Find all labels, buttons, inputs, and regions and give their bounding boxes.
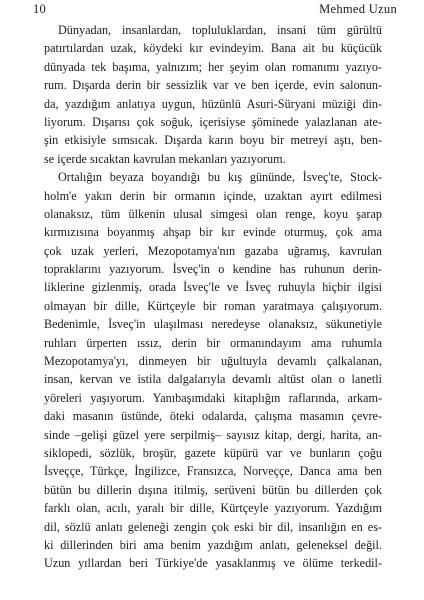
text-line: rum. Dışarda derin bir sessizlik var ve ben içerde, evin salonun- (44, 78, 382, 93)
text-line: şin etkisiyle sımsıcak. Dışarda karın boyu bir metreyi aştı, ben- (44, 133, 382, 148)
paragraph-1 (44, 21, 382, 168)
text-line: olanaksız, tüm ülkenin ulusal simgesi olan renge, koyu şarap (44, 206, 382, 221)
text-line: Dünyadan, insanlardan, topluluklardan, insani tüm gürültü (58, 23, 382, 37)
text-line: yöreleri yaşıyorum. Yanıbaşımdaki kitaplığın raflarında, arkam- (44, 390, 382, 405)
text-line: dil, sözlü anlatı geleneği zengin çok eski bir dil, insanlığın en es- (44, 519, 382, 534)
text-line: liklerine gizlenmiş, orada İsveç'le ve İsveç ruhuyla hiçbir ilgisi (44, 280, 382, 295)
text-line: sinde –gelişi güzel yere serpilmiş– sayısız kitap, dergi, harita, an- (44, 427, 382, 442)
text-line: siklopedi, sözlük, broşür, gazete küpürü var ve bunların çoğu (44, 445, 382, 460)
running-head-author: Mehmed Uzun (319, 2, 397, 16)
text-line: se içerde sıcaktan kavrulan mekanları yazıyorum. (44, 151, 286, 166)
page-number: 10 (33, 2, 46, 16)
text-line: daki masanın üstünde, öteki odalarda, çalışma masamın çevre- (44, 409, 382, 424)
text-line: Mezopotamya'yı, dinmeyen bir uğultuyla devamlı çalkalanan, (44, 354, 382, 369)
text-line: dünyada tek başıma, yalnızım; her şeyim olan romanımı yazıyo- (44, 59, 382, 74)
text-line: farklı olan, acılı, yaralı bir dille, Kürtçeyle yazıyorum. Yazdığım (44, 501, 382, 516)
text-line: Ortalığın beyaza boyandığı bu kış gününde, İsveç'te, Stock- (58, 170, 382, 185)
paragraph-2 (44, 168, 382, 573)
text-line: bütün bu dillerin dışına itilmiş, serüveni bütün bu dillerden çok (44, 482, 382, 497)
text-line: çok uzak yerleri, Mezopotamya'nın gazaba uğramış, kavrulan (44, 243, 382, 258)
text-line: ruhları ürperten ıssız, derin bir ormanındayım ama ruhumla (44, 335, 382, 350)
text-line: İsveççe, Türkçe, İngilizce, Fransızca, Norveççe, Danca ama ben (44, 464, 382, 479)
text-line: Bedenimle, İsveç'in ulaşılması neredeyse olanaksız, sükunetiyle (44, 317, 382, 332)
text-line: ki dillerinden biri ama benim yazdığım anlatı, geleneksel değil. (44, 537, 382, 552)
text-line: da, yazdığım anlatıya uygun, hüzünlü Asuri-Süryani müziği din- (44, 96, 382, 111)
text-line: topraklarını yazıyorum. İsveç'in o kendine has ruhunun derin- (44, 262, 382, 277)
text-line: insan, kervan ve istila dalgalarıyla devamlı altüst olan o lanetli (44, 372, 382, 387)
text-line: holm'e yakın derin bir ormanın içinde, uzaktan ayırt edilmesi (44, 188, 382, 203)
body-text (44, 21, 382, 573)
text-line: patırtılardan uzak, köydeki kır evindeyim. Bana ait bu küçücük (44, 41, 382, 56)
text-line: olmayan bir dille, Kürtçeyle bir roman yaratmaya çalışıyorum. (44, 298, 382, 313)
text-line: kırmızısına boyanmış ahşap bir kır evinde oturmuş, çok ama (44, 225, 382, 240)
text-line: Uzun yıllardan beri Türkiye'de yasaklanmış ve ölüme terkedil- (44, 556, 382, 571)
text-line: liyorum. Dışarısı çok soğuk, içerisiyse şöminede yalazlanan ate- (44, 114, 382, 129)
